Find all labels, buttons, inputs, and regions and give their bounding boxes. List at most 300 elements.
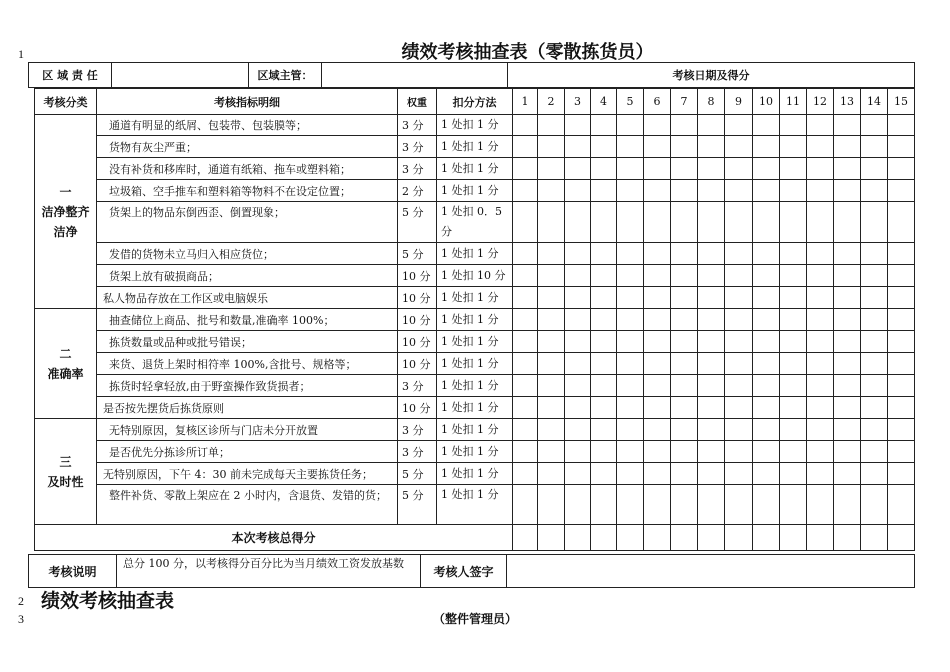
score-cell[interactable] [644, 419, 671, 441]
score-cell[interactable] [807, 158, 834, 180]
score-cell[interactable] [834, 463, 861, 485]
score-cell[interactable] [807, 265, 834, 287]
score-cell[interactable] [807, 463, 834, 485]
indicator-detail: 货架上放有破损商品； [97, 265, 398, 287]
total-score-cell[interactable] [807, 525, 834, 551]
score-cell[interactable] [513, 180, 538, 202]
score-cell[interactable] [644, 202, 671, 243]
score-cell[interactable] [698, 243, 725, 265]
score-cell[interactable] [861, 180, 888, 202]
score-cell[interactable] [698, 485, 725, 525]
score-cell[interactable] [780, 485, 807, 525]
total-score-cell[interactable] [834, 525, 861, 551]
score-cell[interactable] [753, 287, 780, 309]
score-cell[interactable] [861, 136, 888, 158]
score-cell[interactable] [888, 309, 915, 331]
score-cell[interactable] [888, 375, 915, 397]
total-score-cell[interactable] [617, 525, 644, 551]
score-cell[interactable] [698, 331, 725, 353]
score-cell[interactable] [644, 115, 671, 136]
score-cell[interactable] [617, 202, 644, 243]
score-cell[interactable] [617, 353, 644, 375]
score-cell[interactable] [617, 243, 644, 265]
score-cell[interactable] [725, 287, 753, 309]
score-cell[interactable] [565, 375, 591, 397]
score-cell[interactable] [834, 309, 861, 331]
score-cell[interactable] [671, 115, 698, 136]
score-cell[interactable] [591, 353, 617, 375]
score-cell[interactable] [888, 485, 915, 525]
score-cell[interactable] [538, 463, 565, 485]
score-cell[interactable] [617, 158, 644, 180]
score-cell[interactable] [861, 287, 888, 309]
total-score-label: 本次考核总得分 [35, 525, 513, 551]
score-cell[interactable] [888, 265, 915, 287]
score-cell[interactable] [780, 180, 807, 202]
score-cell[interactable] [807, 115, 834, 136]
score-cell[interactable] [538, 265, 565, 287]
score-cell[interactable] [671, 441, 698, 463]
score-cell[interactable] [644, 375, 671, 397]
score-cell[interactable] [565, 136, 591, 158]
score-cell[interactable] [513, 136, 538, 158]
score-cell[interactable] [644, 180, 671, 202]
score-cell[interactable] [591, 158, 617, 180]
score-cell[interactable] [861, 309, 888, 331]
score-cell[interactable] [780, 441, 807, 463]
score-cell[interactable] [753, 353, 780, 375]
score-cell[interactable] [671, 397, 698, 419]
col-header-day: 4 [591, 89, 617, 115]
category-name: 及时性 [47, 474, 84, 489]
score-cell[interactable] [725, 202, 753, 243]
total-score-cell[interactable] [780, 525, 807, 551]
score-cell[interactable] [538, 353, 565, 375]
score-cell[interactable] [888, 463, 915, 485]
score-cell[interactable] [780, 309, 807, 331]
score-cell[interactable] [725, 375, 753, 397]
score-cell[interactable] [725, 419, 753, 441]
score-cell[interactable] [753, 463, 780, 485]
score-cell[interactable] [888, 287, 915, 309]
score-cell[interactable] [591, 485, 617, 525]
score-cell[interactable] [725, 441, 753, 463]
score-cell[interactable] [565, 243, 591, 265]
score-cell[interactable] [538, 243, 565, 265]
score-cell[interactable] [698, 463, 725, 485]
total-score-cell[interactable] [644, 525, 671, 551]
score-cell[interactable] [591, 243, 617, 265]
score-cell[interactable] [725, 331, 753, 353]
score-cell[interactable] [807, 353, 834, 375]
score-cell[interactable] [671, 485, 698, 525]
score-cell[interactable] [617, 136, 644, 158]
score-cell[interactable] [834, 180, 861, 202]
score-cell[interactable] [753, 309, 780, 331]
indicator-weight: 5 分 [398, 202, 437, 243]
score-cell[interactable] [861, 331, 888, 353]
score-cell[interactable] [538, 202, 565, 243]
total-score-cell[interactable] [861, 525, 888, 551]
score-cell[interactable] [513, 309, 538, 331]
score-cell[interactable] [565, 180, 591, 202]
score-cell[interactable] [513, 353, 538, 375]
score-cell[interactable] [834, 136, 861, 158]
score-cell[interactable] [644, 441, 671, 463]
score-cell[interactable] [538, 287, 565, 309]
area-supervisor-field[interactable] [322, 63, 508, 88]
total-score-cell[interactable] [698, 525, 725, 551]
score-cell[interactable] [513, 265, 538, 287]
score-cell[interactable] [698, 441, 725, 463]
score-cell[interactable] [538, 309, 565, 331]
table-row [35, 115, 915, 136]
score-cell[interactable] [617, 397, 644, 419]
deduction-method: 1 处扣 1 分 [437, 353, 513, 375]
score-cell[interactable] [753, 397, 780, 419]
score-cell[interactable] [644, 287, 671, 309]
score-cell[interactable] [780, 287, 807, 309]
category-number: 二 [59, 346, 72, 361]
col-header-day: 15 [888, 89, 915, 115]
score-cell[interactable] [591, 419, 617, 441]
score-cell[interactable] [591, 441, 617, 463]
score-cell[interactable] [513, 397, 538, 419]
score-cell[interactable] [807, 331, 834, 353]
score-cell[interactable] [698, 265, 725, 287]
score-cell[interactable] [698, 397, 725, 419]
score-cell[interactable] [888, 158, 915, 180]
score-cell[interactable] [671, 309, 698, 331]
score-cell[interactable] [538, 485, 565, 525]
score-cell[interactable] [617, 180, 644, 202]
score-cell[interactable] [834, 375, 861, 397]
score-cell[interactable] [861, 441, 888, 463]
score-cell[interactable] [861, 419, 888, 441]
score-cell[interactable] [753, 331, 780, 353]
score-cell[interactable] [671, 158, 698, 180]
score-cell[interactable] [698, 419, 725, 441]
score-cell[interactable] [513, 419, 538, 441]
score-cell[interactable] [565, 158, 591, 180]
score-cell[interactable] [698, 115, 725, 136]
score-cell[interactable] [644, 136, 671, 158]
score-cell[interactable] [698, 309, 725, 331]
score-cell[interactable] [698, 353, 725, 375]
score-cell[interactable] [861, 353, 888, 375]
score-cell[interactable] [617, 375, 644, 397]
score-cell[interactable] [591, 375, 617, 397]
score-cell[interactable] [725, 353, 753, 375]
score-cell[interactable] [834, 397, 861, 419]
score-cell[interactable] [888, 331, 915, 353]
score-cell[interactable] [591, 397, 617, 419]
score-cell[interactable] [513, 287, 538, 309]
score-cell[interactable] [565, 115, 591, 136]
score-cell[interactable] [807, 180, 834, 202]
score-cell[interactable] [834, 115, 861, 136]
score-cell[interactable] [807, 243, 834, 265]
score-cell[interactable] [698, 375, 725, 397]
score-cell[interactable] [807, 202, 834, 243]
total-score-cell[interactable] [565, 525, 591, 551]
score-cell[interactable] [753, 202, 780, 243]
score-cell[interactable] [780, 115, 807, 136]
score-cell[interactable] [698, 180, 725, 202]
score-cell[interactable] [513, 441, 538, 463]
score-cell[interactable] [591, 180, 617, 202]
score-cell[interactable] [725, 397, 753, 419]
col-header-day: 7 [671, 89, 698, 115]
score-cell[interactable] [780, 243, 807, 265]
score-cell[interactable] [780, 158, 807, 180]
score-cell[interactable] [513, 243, 538, 265]
line-number-2: 2 [18, 594, 24, 608]
score-cell[interactable] [753, 136, 780, 158]
score-cell[interactable] [888, 419, 915, 441]
score-cell[interactable] [753, 158, 780, 180]
score-cell[interactable] [780, 265, 807, 287]
category-number: 一 [59, 184, 72, 199]
score-cell[interactable] [671, 202, 698, 243]
total-score-cell[interactable] [513, 525, 538, 551]
score-cell[interactable] [617, 463, 644, 485]
area-responsibility-label: 区 域 责 任 [29, 63, 112, 88]
total-score-cell[interactable] [753, 525, 780, 551]
score-cell[interactable] [591, 202, 617, 243]
score-cell[interactable] [807, 397, 834, 419]
score-cell[interactable] [698, 202, 725, 243]
score-cell[interactable] [538, 397, 565, 419]
score-cell[interactable] [753, 243, 780, 265]
score-cell[interactable] [861, 158, 888, 180]
score-cell[interactable] [644, 243, 671, 265]
footer-table [28, 554, 915, 588]
score-cell[interactable] [888, 202, 915, 243]
score-cell[interactable] [698, 136, 725, 158]
score-cell[interactable] [888, 441, 915, 463]
score-cell[interactable] [861, 463, 888, 485]
score-cell[interactable] [780, 331, 807, 353]
score-cell[interactable] [538, 180, 565, 202]
table-row [35, 331, 915, 353]
score-cell[interactable] [565, 309, 591, 331]
score-cell[interactable] [780, 353, 807, 375]
score-cell[interactable] [834, 243, 861, 265]
score-cell[interactable] [888, 115, 915, 136]
score-cell[interactable] [644, 485, 671, 525]
score-cell[interactable] [644, 158, 671, 180]
score-cell[interactable] [591, 115, 617, 136]
score-cell[interactable] [644, 353, 671, 375]
score-cell[interactable] [513, 115, 538, 136]
score-cell[interactable] [753, 441, 780, 463]
deduction-method: 1 处扣 1 分 [437, 243, 513, 265]
score-cell[interactable] [644, 463, 671, 485]
score-cell[interactable] [538, 419, 565, 441]
score-cell[interactable] [780, 136, 807, 158]
score-cell[interactable] [591, 463, 617, 485]
score-cell[interactable] [671, 265, 698, 287]
score-cell[interactable] [807, 441, 834, 463]
score-cell[interactable] [513, 202, 538, 243]
score-cell[interactable] [834, 287, 861, 309]
score-cell[interactable] [565, 287, 591, 309]
score-cell[interactable] [698, 287, 725, 309]
score-cell[interactable] [565, 463, 591, 485]
score-cell[interactable] [671, 419, 698, 441]
area-responsibility-field[interactable] [112, 63, 249, 88]
score-cell[interactable] [644, 397, 671, 419]
score-cell[interactable] [565, 419, 591, 441]
score-cell[interactable] [513, 375, 538, 397]
score-cell[interactable] [780, 463, 807, 485]
score-cell[interactable] [753, 485, 780, 525]
score-cell[interactable] [888, 243, 915, 265]
score-cell[interactable] [617, 265, 644, 287]
score-cell[interactable] [725, 265, 753, 287]
score-cell[interactable] [513, 158, 538, 180]
score-cell[interactable] [538, 375, 565, 397]
score-cell[interactable] [698, 158, 725, 180]
score-cell[interactable] [617, 485, 644, 525]
score-cell[interactable] [834, 265, 861, 287]
score-cell[interactable] [538, 115, 565, 136]
score-cell[interactable] [538, 136, 565, 158]
table-row [35, 485, 915, 525]
score-cell[interactable] [565, 265, 591, 287]
score-cell[interactable] [861, 115, 888, 136]
score-cell[interactable] [565, 353, 591, 375]
score-cell[interactable] [565, 202, 591, 243]
score-cell[interactable] [725, 158, 753, 180]
score-cell[interactable] [671, 243, 698, 265]
score-cell[interactable] [834, 441, 861, 463]
score-cell[interactable] [861, 265, 888, 287]
score-cell[interactable] [617, 441, 644, 463]
score-cell[interactable] [725, 243, 753, 265]
score-cell[interactable] [725, 463, 753, 485]
score-cell[interactable] [780, 202, 807, 243]
indicator-weight: 3 分 [398, 419, 437, 441]
score-cell[interactable] [591, 136, 617, 158]
score-cell[interactable] [513, 463, 538, 485]
score-cell[interactable] [565, 397, 591, 419]
score-cell[interactable] [565, 485, 591, 525]
score-cell[interactable] [513, 485, 538, 525]
score-cell[interactable] [834, 419, 861, 441]
score-cell[interactable] [888, 180, 915, 202]
score-cell[interactable] [780, 397, 807, 419]
score-cell[interactable] [807, 375, 834, 397]
score-cell[interactable] [753, 180, 780, 202]
indicator-detail: 来货、退货上架时相符率 100%,含批号、规格等； [97, 353, 398, 375]
score-cell[interactable] [591, 287, 617, 309]
score-cell[interactable] [513, 331, 538, 353]
score-cell[interactable] [861, 243, 888, 265]
score-cell[interactable] [538, 331, 565, 353]
score-cell[interactable] [617, 309, 644, 331]
score-cell[interactable] [834, 485, 861, 525]
score-cell[interactable] [591, 265, 617, 287]
score-cell[interactable] [861, 485, 888, 525]
score-cell[interactable] [807, 136, 834, 158]
total-score-cell[interactable] [888, 525, 915, 551]
score-cell[interactable] [834, 202, 861, 243]
score-cell[interactable] [644, 309, 671, 331]
score-cell[interactable] [888, 353, 915, 375]
score-cell[interactable] [807, 309, 834, 331]
score-cell[interactable] [617, 287, 644, 309]
score-cell[interactable] [644, 265, 671, 287]
table-row [35, 375, 915, 397]
total-score-cell[interactable] [725, 525, 753, 551]
score-cell[interactable] [725, 485, 753, 525]
score-cell[interactable] [671, 287, 698, 309]
total-score-cell[interactable] [538, 525, 565, 551]
score-cell[interactable] [834, 158, 861, 180]
total-score-cell[interactable] [591, 525, 617, 551]
score-cell[interactable] [861, 202, 888, 243]
col-header-method: 扣分方法 [437, 89, 513, 115]
score-cell[interactable] [725, 136, 753, 158]
indicator-detail: 垃圾箱、空手推车和塑料箱等物料不在设定位置； [97, 180, 398, 202]
score-cell[interactable] [565, 331, 591, 353]
score-cell[interactable] [671, 353, 698, 375]
score-cell[interactable] [671, 136, 698, 158]
score-cell[interactable] [538, 441, 565, 463]
indicator-weight: 10 分 [398, 397, 437, 419]
score-cell[interactable] [807, 419, 834, 441]
score-cell[interactable] [888, 397, 915, 419]
score-cell[interactable] [807, 287, 834, 309]
score-cell[interactable] [725, 180, 753, 202]
total-score-cell[interactable] [671, 525, 698, 551]
score-cell[interactable] [753, 115, 780, 136]
score-cell[interactable] [861, 375, 888, 397]
score-cell[interactable] [780, 419, 807, 441]
score-cell[interactable] [565, 441, 591, 463]
score-cell[interactable] [671, 180, 698, 202]
col-header-day: 6 [644, 89, 671, 115]
score-cell[interactable] [591, 309, 617, 331]
score-cell[interactable] [671, 463, 698, 485]
score-cell[interactable] [591, 331, 617, 353]
score-cell[interactable] [861, 397, 888, 419]
score-cell[interactable] [888, 136, 915, 158]
score-cell[interactable] [780, 375, 807, 397]
score-cell[interactable] [807, 485, 834, 525]
score-cell[interactable] [834, 353, 861, 375]
score-cell[interactable] [538, 158, 565, 180]
score-cell[interactable] [725, 309, 753, 331]
score-cell[interactable] [617, 419, 644, 441]
score-cell[interactable] [644, 331, 671, 353]
score-cell[interactable] [753, 375, 780, 397]
score-cell[interactable] [671, 375, 698, 397]
score-cell[interactable] [671, 331, 698, 353]
score-cell[interactable] [725, 115, 753, 136]
score-cell[interactable] [617, 115, 644, 136]
indicator-weight: 3 分 [398, 375, 437, 397]
indicator-weight: 5 分 [398, 485, 437, 525]
col-header-day: 12 [807, 89, 834, 115]
score-cell[interactable] [753, 265, 780, 287]
signer-field[interactable] [507, 555, 915, 588]
score-cell[interactable] [834, 331, 861, 353]
score-cell[interactable] [753, 419, 780, 441]
score-cell[interactable] [617, 331, 644, 353]
